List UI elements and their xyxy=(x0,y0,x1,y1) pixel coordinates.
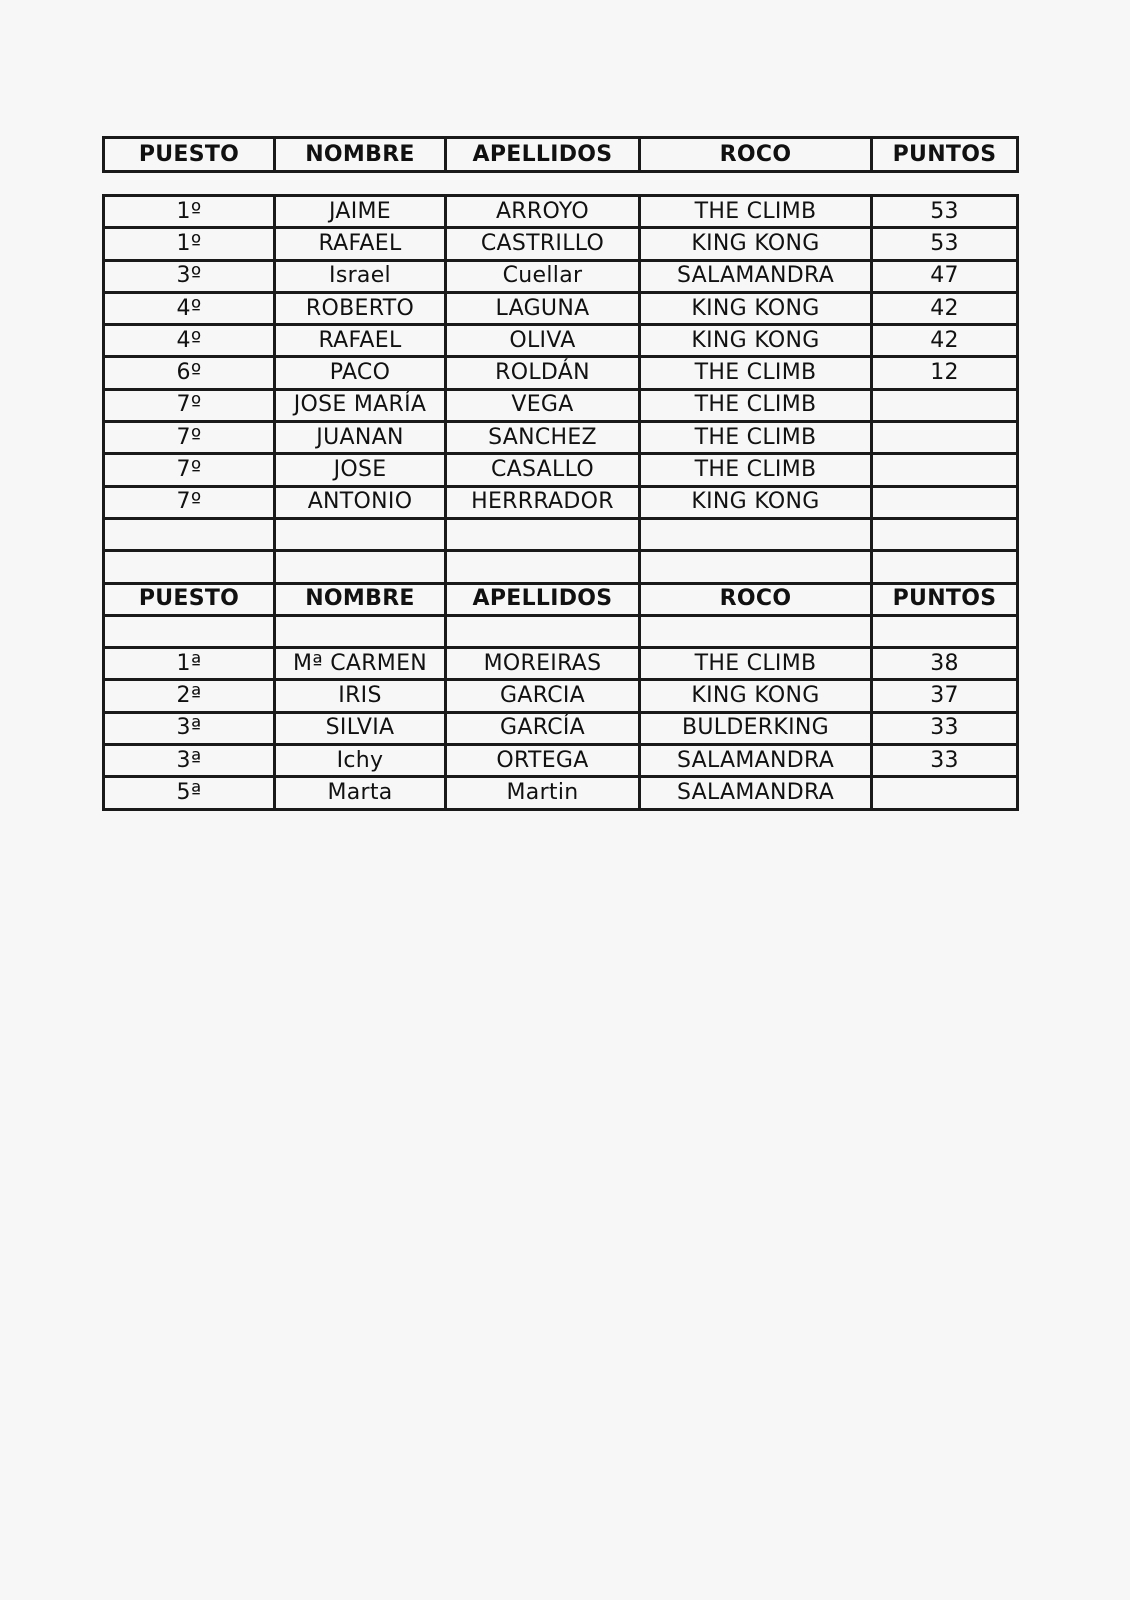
nombre-cell xyxy=(275,518,446,550)
apellidos-cell xyxy=(446,518,640,550)
puntos-cell xyxy=(872,422,1018,454)
table-row xyxy=(104,486,1018,518)
nombre-cell: JOSE xyxy=(275,454,446,486)
nombre-cell xyxy=(275,551,446,583)
header-puntos: PUNTOS xyxy=(872,583,1018,615)
ranking-table xyxy=(102,194,1019,811)
roco-cell: KING KONG xyxy=(640,292,872,324)
nombre-cell: Marta xyxy=(275,777,446,809)
roco-cell: KING KONG xyxy=(640,486,872,518)
apellidos-cell xyxy=(446,615,640,647)
header-roco: ROCO xyxy=(640,583,872,615)
roco-cell: SALAMANDRA xyxy=(640,777,872,809)
nombre-cell xyxy=(275,615,446,647)
table-row xyxy=(104,777,1018,809)
puesto-cell: 1º xyxy=(104,196,275,228)
apellidos-cell: LAGUNA xyxy=(446,292,640,324)
nombre-cell: ANTONIO xyxy=(275,486,446,518)
puesto-cell xyxy=(104,551,275,583)
puesto-cell xyxy=(104,615,275,647)
apellidos-cell: OLIVA xyxy=(446,325,640,357)
puntos-cell: 33 xyxy=(872,745,1018,777)
apellidos-cell: VEGA xyxy=(446,389,640,421)
puntos-cell: 42 xyxy=(872,292,1018,324)
header-roco: ROCO xyxy=(640,138,872,172)
puesto-cell: 1ª xyxy=(104,648,275,680)
table-row xyxy=(104,292,1018,324)
puesto-cell: 4º xyxy=(104,292,275,324)
table-row xyxy=(104,325,1018,357)
puesto-cell: 6º xyxy=(104,357,275,389)
table-row xyxy=(104,454,1018,486)
nombre-cell: RAFAEL xyxy=(275,228,446,260)
puesto-cell: 2ª xyxy=(104,680,275,712)
empty-row xyxy=(104,518,1018,550)
puesto-cell: 7º xyxy=(104,389,275,421)
puntos-cell: 47 xyxy=(872,260,1018,292)
header-nombre: NOMBRE xyxy=(275,138,446,172)
puntos-cell xyxy=(872,615,1018,647)
roco-cell: THE CLIMB xyxy=(640,454,872,486)
puntos-cell: 37 xyxy=(872,680,1018,712)
puntos-cell: 53 xyxy=(872,196,1018,228)
puntos-cell: 33 xyxy=(872,712,1018,744)
puntos-cell: 38 xyxy=(872,648,1018,680)
roco-cell: SALAMANDRA xyxy=(640,745,872,777)
table-row xyxy=(104,357,1018,389)
puesto-cell: 4º xyxy=(104,325,275,357)
men-header-table xyxy=(102,136,1019,173)
table-row xyxy=(104,389,1018,421)
apellidos-cell: CASALLO xyxy=(446,454,640,486)
header-apellidos: APELLIDOS xyxy=(446,138,640,172)
puesto-cell: 7º xyxy=(104,486,275,518)
puesto-cell: 7º xyxy=(104,454,275,486)
roco-cell: KING KONG xyxy=(640,680,872,712)
table-header-row xyxy=(104,138,1018,172)
table-row xyxy=(104,680,1018,712)
header-apellidos: APELLIDOS xyxy=(446,583,640,615)
apellidos-cell: HERRRADOR xyxy=(446,486,640,518)
apellidos-cell: SANCHEZ xyxy=(446,422,640,454)
nombre-cell: JUANAN xyxy=(275,422,446,454)
puntos-cell xyxy=(872,777,1018,809)
table-row xyxy=(104,648,1018,680)
roco-cell: KING KONG xyxy=(640,325,872,357)
puntos-cell xyxy=(872,486,1018,518)
apellidos-cell: ORTEGA xyxy=(446,745,640,777)
apellidos-cell: GARCÍA xyxy=(446,712,640,744)
puesto-cell: 5ª xyxy=(104,777,275,809)
header-puntos: PUNTOS xyxy=(872,138,1018,172)
nombre-cell: Mª CARMEN xyxy=(275,648,446,680)
puesto-cell: 3º xyxy=(104,260,275,292)
table-row xyxy=(104,196,1018,228)
apellidos-cell xyxy=(446,551,640,583)
apellidos-cell: ROLDÁN xyxy=(446,357,640,389)
table-row xyxy=(104,712,1018,744)
puntos-cell: 53 xyxy=(872,228,1018,260)
apellidos-cell: Martin xyxy=(446,777,640,809)
roco-cell: THE CLIMB xyxy=(640,422,872,454)
puntos-cell xyxy=(872,551,1018,583)
roco-cell: SALAMANDRA xyxy=(640,260,872,292)
roco-cell: THE CLIMB xyxy=(640,357,872,389)
empty-row xyxy=(104,615,1018,647)
table-row xyxy=(104,228,1018,260)
nombre-cell: IRIS xyxy=(275,680,446,712)
apellidos-cell: Cuellar xyxy=(446,260,640,292)
nombre-cell: ROBERTO xyxy=(275,292,446,324)
puesto-cell: 3ª xyxy=(104,712,275,744)
header-nombre: NOMBRE xyxy=(275,583,446,615)
header-puesto: PUESTO xyxy=(104,138,275,172)
roco-cell xyxy=(640,518,872,550)
nombre-cell: PACO xyxy=(275,357,446,389)
roco-cell: THE CLIMB xyxy=(640,648,872,680)
empty-row xyxy=(104,551,1018,583)
nombre-cell: JOSE MARÍA xyxy=(275,389,446,421)
puntos-cell: 12 xyxy=(872,357,1018,389)
nombre-cell: SILVIA xyxy=(275,712,446,744)
table-header-row xyxy=(104,583,1018,615)
puntos-cell xyxy=(872,454,1018,486)
table-row xyxy=(104,745,1018,777)
nombre-cell: RAFAEL xyxy=(275,325,446,357)
table-row xyxy=(104,422,1018,454)
apellidos-cell: ARROYO xyxy=(446,196,640,228)
roco-cell: KING KONG xyxy=(640,228,872,260)
roco-cell xyxy=(640,551,872,583)
apellidos-cell: GARCIA xyxy=(446,680,640,712)
roco-cell: BULDERKING xyxy=(640,712,872,744)
roco-cell xyxy=(640,615,872,647)
nombre-cell: Ichy xyxy=(275,745,446,777)
puntos-cell xyxy=(872,518,1018,550)
header-puesto: PUESTO xyxy=(104,583,275,615)
puesto-cell: 7º xyxy=(104,422,275,454)
puesto-cell: 1º xyxy=(104,228,275,260)
puntos-cell xyxy=(872,389,1018,421)
puntos-cell: 42 xyxy=(872,325,1018,357)
puesto-cell xyxy=(104,518,275,550)
roco-cell: THE CLIMB xyxy=(640,389,872,421)
apellidos-cell: MOREIRAS xyxy=(446,648,640,680)
table-row xyxy=(104,260,1018,292)
apellidos-cell: CASTRILLO xyxy=(446,228,640,260)
nombre-cell: JAIME xyxy=(275,196,446,228)
puesto-cell: 3ª xyxy=(104,745,275,777)
roco-cell: THE CLIMB xyxy=(640,196,872,228)
nombre-cell: Israel xyxy=(275,260,446,292)
